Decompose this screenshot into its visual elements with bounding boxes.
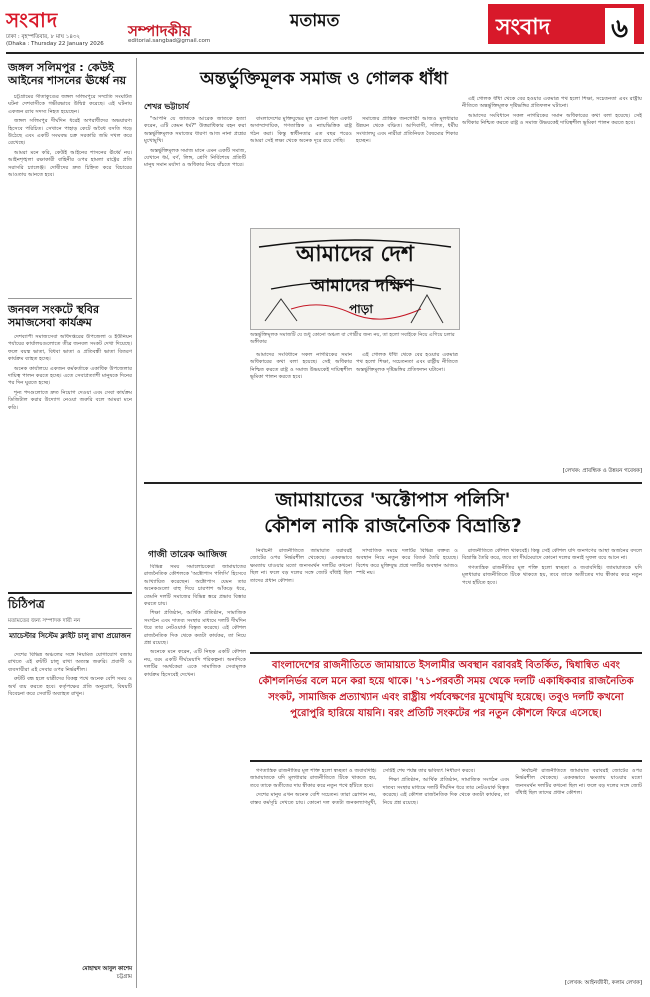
article2-col-bottom: গণতান্ত্রিক রাজনীতির মূল শক্তি হলো স্বচ্ছতা ও জবাবদিহি। জামায়াতকে যদি মূলধারার রাজনীতিতে টিকে থাকতে হয়, তবে তাকে অতীতের দায় স্বীকার করে নতুন পথে হাঁটতে হবে। দেশের মানুষ এখন অনেক বেশি সচেতন। তারা স্লোগান নয়, বাস্তব কর্মসূচি দেখতে চায়। কোনো দল কতটা জনকল্যাণমুখী, সেটিই শেষ পর্যন্ত তার ভবিষ্যৎ নির্ধারণ করবে। শিক্ষা প্রতিষ্ঠান, আর্থিক প্রতিষ্ঠান, সামাজিক সংগঠন এবং দাতব্য সংস্থার মাধ্যমে দলটি দীর্ঘদিন ধরে তার নেটওয়ার্ক বিস্তৃত করেছে। এই কৌশল রাজনৈতিক দিক থেকে কতটা কার্যকর, তা নিয়ে প্রশ্ন রয়েছে। নির্বাচনী রাজনীতিতে জামায়াত বরাবরই জোটের ওপর নির্ভরশীল থেকেছে। এককভাবে ক্ষমতায় যাওয়ার মতো জনসমর্থন দলটির কখনো ছিল না। ফলে বড় দলের সঙ্গে জোট বাঁধাই ছিল তাদের প্রধান কৌশল। — [250, 768, 642, 806]
illustration-text-low: পাড়া — [349, 302, 373, 316]
article2-col4: রাজনীতিতে কৌশল থাকবেই। কিন্তু সেই কৌশল যদি জনগণের আস্থা অর্জনের বদলে বিভ্রান্তি তৈরি করে, তবে তা দীর্ঘমেয়াদে কোনো দলের জন্যই সুফল বয়ে আনে না। গণতান্ত্রিক রাজনীতির মূল শক্তি হলো স্বচ্ছতা ও জবাবদিহি। জামায়াতকে যদি মূলধারার রাজনীতিতে টিকে থাকতে হয়, তবে তাকে অতীতের দায় স্বীকার করে নতুন পথে হাঁটতে হবে। — [462, 548, 642, 586]
editorial1-body: চট্টগ্রামের সীতাকুণ্ডের জঙ্গল সলিমপুরে সম্প্রতি সংঘটিত ঘটনা দেশবাসীকে গভীরভাবে উদ্বিগ্ন করেছে। এই ঘটনায় একজন র‍্যাব সদস্য নিহত হয়েছেন। জঙ্গল সলিমপুর দীর্ঘদিন ধরেই অপরাধীদের অভয়ারণ্য হিসেবে পরিচিত। সেখানে পাহাড় কেটে অবৈধ বসতি গড়ে উঠেছে এবং একটি সংঘবদ্ধ চক্র সরকারি জমি দখল করে রেখেছে। আমরা মনে করি, কেউই আইনের শাসনের ঊর্ধ্বে নয়। আইনশৃঙ্খলা রক্ষাকারী বাহিনীর ওপর হামলা রাষ্ট্রের প্রতি সরাসরি চ্যালেঞ্জ। দোষীদের দ্রুত চিহ্নিত করে বিচারের আওতায় আনতে হবে। — [8, 94, 132, 179]
article1-author: শেখর ভট্টাচার্য — [144, 102, 189, 111]
editorial-email: editorial.sangbad@gmail.com — [128, 38, 211, 44]
letters-section-title: চিঠিপত্র — [8, 597, 45, 611]
letter-body: দেশের বিভিন্ন অঞ্চলের সঙ্গে নিয়মিত যোগাযোগ বজায় রাখতে এই রুটটি চালু রাখা অত্যন্ত জরুরি। প্রবাসী ও ব্যবসায়ীরা এই সেবার ওপর নির্ভরশীল। রুটটি বন্ধ হলে যাত্রীদের বিকল্প পথে অনেক বেশি সময় ও অর্থ ব্যয় করতে হবে। কর্তৃপক্ষের প্রতি অনুরোধ, বিষয়টি বিবেচনা করে সেবাটি অব্যাহত রাখুন। — [8, 652, 132, 698]
masthead-logo-badge: সংবাদ — [496, 15, 551, 40]
article1-headline: অন্তর্ভুক্তিমূলক সমাজ ও গোলক ধাঁধা — [200, 69, 448, 89]
letter-title: ম্যাচেস্টার সিস্টেম ক্লাইট চালু রাখা প্রয়োজন — [9, 632, 131, 640]
article2-author: গাজী তারেক আজিজ — [148, 550, 227, 560]
masthead-logo: সংবাদ — [6, 8, 59, 32]
editorial2-body: দেশব্যাপী সমাজসেবা অধিদপ্তরের উপজেলা ও ইউনিয়ন পর্যায়ের কার্যালয়গুলোতে তীব্র জনবল সংকট দেখা দিয়েছে। ফলে বয়স্ক ভাতা, বিধবা ভাতা ও প্রতিবন্ধী ভাতা বিতরণ কার্যক্রম ব্যাহত হচ্ছে। অনেক কার্যালয়ে একজন কর্মকর্তাকে একাধিক উপজেলার দায়িত্ব পালন করতে হচ্ছে। এতে সেবাপ্রত্যাশী মানুষকে দিনের পর দিন ঘুরতে হচ্ছে। শূন্য পদগুলোতে দ্রুত নিয়োগ দেওয়া এবং সেবা কার্যক্রম ডিজিটাল করার উদ্যোগ নেওয়া জরুরি বলে আমরা মনে করি। — [8, 334, 132, 411]
article2-headline-line1: জামায়াতের 'অক্টোপাস পলিসি' — [275, 489, 511, 511]
article1-col4: এই গোলক ধাঁধা থেকে বের হওয়ার একমাত্র পথ হলো শিক্ষা, সচেতনতা এবং রাষ্ট্রীয় নীতিতে অন্তর্ভুক্তিমূলক দৃষ্টিভঙ্গির প্রতিফলন ঘটানো। আমাদের সংবিধানে সকল নাগরিকের সমান অধিকারের কথা বলা হয়েছে। সেই অধিকার নিশ্চিত করতে রাষ্ট্র ও সমাজ উভয়কেই দায়িত্বশীল ভূমিকা পালন করতে হবে। — [462, 96, 642, 127]
article-separator — [144, 482, 642, 484]
article2-footer: [লেখক: আইনজীবী, কলাম লেখক] — [565, 980, 642, 986]
article1-col2: বাংলাদেশের মুক্তিযুদ্ধের মূল চেতনা ছিল একটি অসাম্প্রদায়িক, গণতান্ত্রিক ও ন্যায়ভিত্তিক রাষ্ট্র গঠন করা। কিন্তু স্বাধীনতার এত বছর পরেও আমরা সেই লক্ষ্য থেকে অনেক দূরে রয়ে গেছি। — [250, 116, 352, 145]
illustration-caption: অন্তর্ভুক্তিমূলক সমাজটি যে শুধু কোনো অঞ্চল বা গোষ্ঠীর জন্য নয়, তা হলো সবাইকে নিয়ে এগিয়ে চলার অঙ্গীকার — [250, 332, 455, 345]
article2-headline-line2: কৌশল নাকি রাজনৈতিক বিভ্রান্তি? — [264, 515, 522, 537]
illustration-text-top: আমাদের দেশ — [296, 241, 414, 267]
column-title: মতামত — [290, 11, 340, 31]
editorial-divider — [8, 298, 132, 299]
letters-rule — [8, 592, 132, 594]
article1-illustration — [250, 228, 460, 330]
article1-col3: সমাজের প্রান্তিক জনগোষ্ঠী আজও মূলধারার উন্নয়ন থেকে বঞ্চিত। আদিবাসী, দলিত, ধর্মীয় সংখ্যালঘু এবং নারীরা প্রতিনিয়ত বৈষম্যের শিকার হচ্ছেন। — [356, 116, 458, 145]
article2-col2: নির্বাচনী রাজনীতিতে জামায়াত বরাবরই জোটের ওপর নির্ভরশীল থেকেছে। এককভাবে ক্ষমতায় যাওয়ার মতো জনসমর্থন দলটির কখনো ছিল না। ফলে বড় দলের সঙ্গে জোট বাঁধাই ছিল তাদের প্রধান কৌশল। — [250, 548, 352, 584]
masthead-date: ঢাকা : বৃহস্পতিবার, ৮ মাঘ ১৪৩২ (Dhaka : Thursday 22 January 2026 — [6, 34, 104, 47]
article2-col1: বিভিন্ন সময় সমালোচকেরা জামায়াতের রাজনৈতিক কৌশলকে 'অক্টোপাস পলিসি' হিসেবে আখ্যায়িত করেছেন। অক্টোপাস যেমন তার অনেকগুলো বাহু দিয়ে চারপাশ আঁকড়ে ধরে, তেমনি দলটি সমাজের বিভিন্ন স্তরে প্রভাব বিস্তার করতে চায়। শিক্ষা প্রতিষ্ঠান, আর্থিক প্রতিষ্ঠান, সামাজিক সংগঠন এবং দাতব্য সংস্থার মাধ্যমে দলটি দীর্ঘদিন ধরে তার নেটওয়ার্ক বিস্তৃত করেছে। এই কৌশল রাজনৈতিক দিক থেকে কতটা কার্যকর, তা নিয়ে প্রশ্ন রয়েছে। অনেকে মনে করেন, এটি নিছক একটি কৌশল নয়, বরং একটি দীর্ঘমেয়াদি পরিকল্পনা। অন্যদিকে দলটির সমর্থকেরা একে সামাজিক সেবামূলক কার্যক্রম হিসেবেই দেখেন। — [144, 564, 246, 678]
masthead-rule — [6, 52, 644, 54]
article1-col-bottom: আমাদের সংবিধানে সকল নাগরিকের সমান অধিকারের কথা বলা হয়েছে। সেই অধিকার নিশ্চিত করতে রাষ্ট্র ও সমাজ উভয়কেই দায়িত্বশীল ভূমিকা পালন করতে হবে। এই গোলক ধাঁধা থেকে বের হওয়ার একমাত্র পথ হলো শিক্ষা, সচেতনতা এবং রাষ্ট্রীয় নীতিতে অন্তর্ভুক্তিমূলক দৃষ্টিভঙ্গির প্রতিফলন ঘটানো। — [250, 352, 458, 381]
illustration-text-mid: আমাদের দক্ষিণ — [310, 276, 414, 296]
page-number: ৬ — [605, 8, 634, 52]
article2-col3: সাম্প্রতিক সময়ে দলটির বিভিন্ন বক্তব্য ও অবস্থান নিয়ে নতুন করে বিতর্ক তৈরি হয়েছে। বিশেষ করে মুক্তিযুদ্ধ প্রশ্নে দলটির অবস্থান আজও স্পষ্ট নয়। — [356, 548, 458, 577]
editorial1-title: জঙ্গল সলিমপুর : কেউই আইনের শাসনের ঊর্ধ্বে নয় — [8, 61, 127, 87]
article1-col1: "আপনি যে জাতকে আরেক জাতকে হত্যা করেন, এটি কেমন ধর্ম?" উত্তরাধিকার বহন করা অন্তর্ভুক্তিমূলক সমাজের ধারণা আজ নানা প্রশ্নের মুখোমুখি। অন্তর্ভুক্তিমূলক সমাজ মানে এমন একটি সমাজ, যেখানে ধর্ম, বর্ণ, লিঙ্গ, শ্রেণি নির্বিশেষে প্রতিটি মানুষ সমান মর্যাদা ও অধিকার নিয়ে বাঁচতে পারে। — [144, 116, 246, 169]
article1-footer: [লেখক: প্রাবন্ধিক ও উন্নয়ন গবেষক] — [562, 468, 642, 474]
letters-disclaimer: মতামতের জন্য সম্পাদক দায়ী নন — [8, 618, 132, 629]
section-title: সম্পাদকীয় — [128, 22, 192, 40]
column-divider-left — [136, 58, 137, 988]
article2-pull-quote: বাংলাদেশের রাজনীতিতে জামায়াতে ইসলামীর অবস্থান বরাবরই বিতর্কিত, দ্বিধান্বিত এবং কৌশলনির্ভর বলে মনে করা হয়ে থাকে। '৭১-পরবর্তী সময় থেকে দলটি একাধিকবার রাজনৈতিক সংকট, সামাজিক প্রত্যাখ্যান এবং রাষ্ট্রীয় পর্যবেক্ষণের মুখোমুখি হয়েছে। তবুও দলটি কখনো পুরোপুরি হারিয়ে যায়নি। বরং প্রতিটি সংকটের পর নতুন কৌশলে ফিরে এসেছে। — [250, 652, 642, 762]
masthead-badge — [488, 4, 644, 44]
editorial2-title: জনবল সংকটে স্থবির সমাজসেবা কার্যক্রম — [8, 303, 100, 329]
letter-author: মোহাম্মদ আবুল কাশেম চট্টগ্রাম — [82, 966, 132, 980]
